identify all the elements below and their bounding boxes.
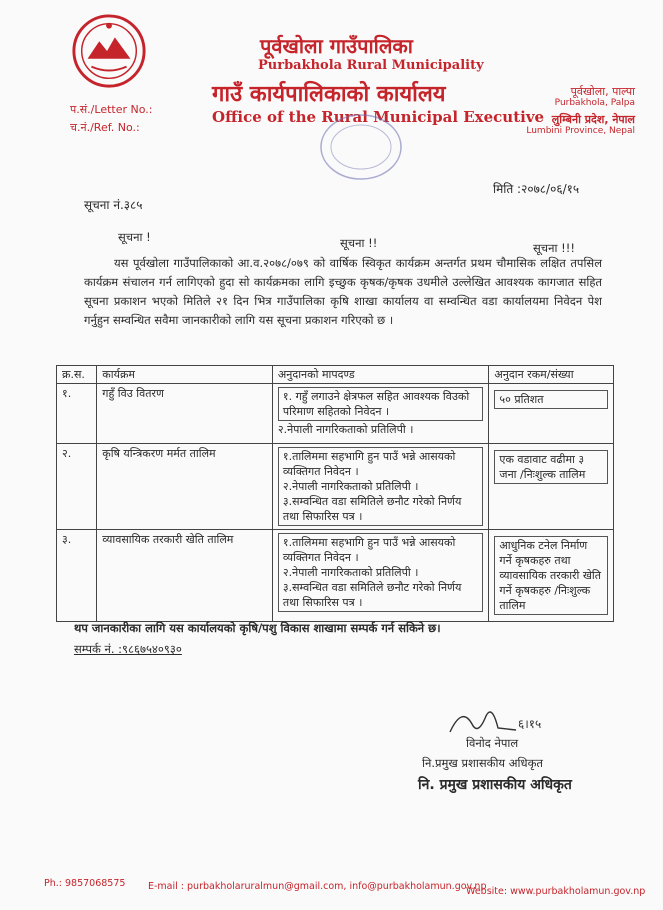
nepal-emblem-icon	[70, 12, 148, 90]
criteria-item: २.नेपाली नागरिकताको प्रतिलिपी ।	[282, 480, 419, 493]
col-header-amount: अनुदान रकम/संख्या	[489, 366, 614, 384]
notice-heading-2: सूचना !!	[340, 236, 378, 250]
table-row	[57, 384, 614, 444]
col-header-program: कार्यक्रम	[97, 366, 273, 384]
contact-number: सम्पर्क नं. :९८६७५४०९३०	[74, 642, 182, 656]
row-program: व्यावसायिक तरकारी खेति तालिम	[97, 530, 273, 622]
col-header-sn: क्र.स.	[57, 366, 97, 384]
address-np-1: पूर्वखोला, पाल्पा	[570, 85, 635, 98]
row-amount	[489, 444, 614, 530]
row-program: गहुँ विउ वितरण	[97, 384, 273, 444]
footer-website: Website: www.purbakholamun.gov.np	[466, 886, 646, 897]
criteria-item: १. गहुँ लगाउने क्षेत्रफल सहित आवश्यक विउको परिमाण सहितको निवेदन ।	[282, 390, 470, 418]
table-row	[57, 530, 614, 622]
signatory-title: नि.प्रमुख प्रशासकीय अधिकृत	[422, 756, 543, 770]
row-sn: २.	[57, 444, 97, 530]
signatory-stamp: नि. प्रमुख प्रशासकीय अधिकृत	[418, 777, 572, 793]
notice-heading-1: सूचना !	[118, 230, 151, 244]
letter-no-label: प.सं./Letter No.:	[70, 103, 153, 116]
address-en-2: Lumbini Province, Nepal	[526, 126, 635, 136]
address-en-1: Purbakhola, Palpa	[554, 98, 635, 108]
col-header-criteria: अनुदानको मापदण्ड	[272, 366, 489, 384]
amount-value: ५० प्रतिशत	[494, 390, 608, 409]
amount-value: आधुनिक टनेल निर्माण गर्ने कृषकहरु तथा व्यावसायिक तरकारी खेति गर्ने कृषकहरु /निःशुल्क तालिम	[494, 536, 608, 615]
row-program: कृषि यन्त्रिकरण मर्मत तालिम	[97, 444, 273, 530]
office-seal-stamp	[318, 112, 404, 182]
municipality-name-np: पूर्वखोला गाउँपालिका	[260, 34, 413, 58]
notice-number: सूचना नं.३८५	[84, 198, 143, 212]
signatory-name: विनोद नेपाल	[466, 736, 519, 750]
program-table	[56, 365, 614, 622]
notice-body: यस पूर्वखोला गाउँपालिकाको आ.व.२०७८/०७९ को वार्षिक स्विकृत कार्यक्रम अन्तर्गत प्रथम चौमासिक लक्षित तपसिल कार्यक्रम संचालन गर्न लागिएको हुदा सो कार्यक्रमका लागि इच्छुक कृषक/कृषक उधमीले उल्लेखित आवश्यक कागजात सहित सूचना प्रकाशन भएको मितिले २१ दिन भित्र गाउँपालिका कृषि शाखा कार्यालय वा सम्वन्धित वडा कार्यालयमा निवेदन पेश गर्नुहुन सम्वन्धित सवैमा जानकारीको लागि यस सूचना प्रकाशन गरिएको छ ।	[84, 256, 602, 327]
amount-value: एक वडावाट वढीमा ३ जना /निःशुल्क तालिम	[494, 450, 608, 484]
criteria-item: २.नेपाली नागरिकताको प्रतिलिपी ।	[282, 566, 419, 579]
footer-email: E-mail : purbakholaruralmun@gmail.com, info@purbakholamun.gov.np	[148, 881, 487, 892]
row-criteria	[272, 384, 489, 444]
criteria-item: २.नेपाली नागरिकताको प्रतिलिपी ।	[277, 423, 414, 436]
municipality-name-en: Purbakhola Rural Municipality	[258, 58, 484, 73]
row-criteria	[272, 444, 489, 530]
criteria-item: १.तालिममा सहभागि हुन पाउँ भन्ने आसयको व्यक्तिगत निवेदन ।	[282, 536, 456, 564]
footer-phone: Ph.: 9857068575	[44, 878, 126, 889]
office-name-np: गाउँ कार्यपालिकाको कार्यालय	[212, 82, 446, 107]
table-header-row	[57, 366, 614, 384]
row-sn: ३.	[57, 530, 97, 622]
notice-heading-3: सूचना !!!	[533, 241, 575, 255]
row-criteria	[272, 530, 489, 622]
row-amount	[489, 530, 614, 622]
notice-date: मिति :२०७८/०६/१५	[493, 182, 580, 196]
criteria-item: ३.सम्वन्धित वडा समितिले छनौट गरेको निर्णय तथा सिफारिस पत्र ।	[282, 581, 462, 609]
address-np-2: लुम्बिनी प्रदेश, नेपाल	[551, 113, 635, 126]
row-amount	[489, 384, 614, 444]
footer-note: थप जानकारीका लागि यस कार्यालयको कृषि/पशु विकास शाखामा सम्पर्क गर्न सकिने छ।	[74, 621, 441, 635]
row-sn: १.	[57, 384, 97, 444]
criteria-item: १.तालिममा सहभागि हुन पाउँ भन्ने आसयको व्यक्तिगत निवेदन ।	[282, 450, 456, 478]
criteria-item: ३.सम्वन्धित वडा समितिले छनौट गरेको निर्णय तथा सिफारिस पत्र ।	[282, 495, 462, 523]
office-name-en: Office of the Rural Municipal Executive	[212, 108, 545, 126]
signature-date: ६।१५	[518, 717, 542, 731]
table-row	[57, 444, 614, 530]
ref-no-label: च.नं./Ref. No.:	[70, 121, 140, 134]
